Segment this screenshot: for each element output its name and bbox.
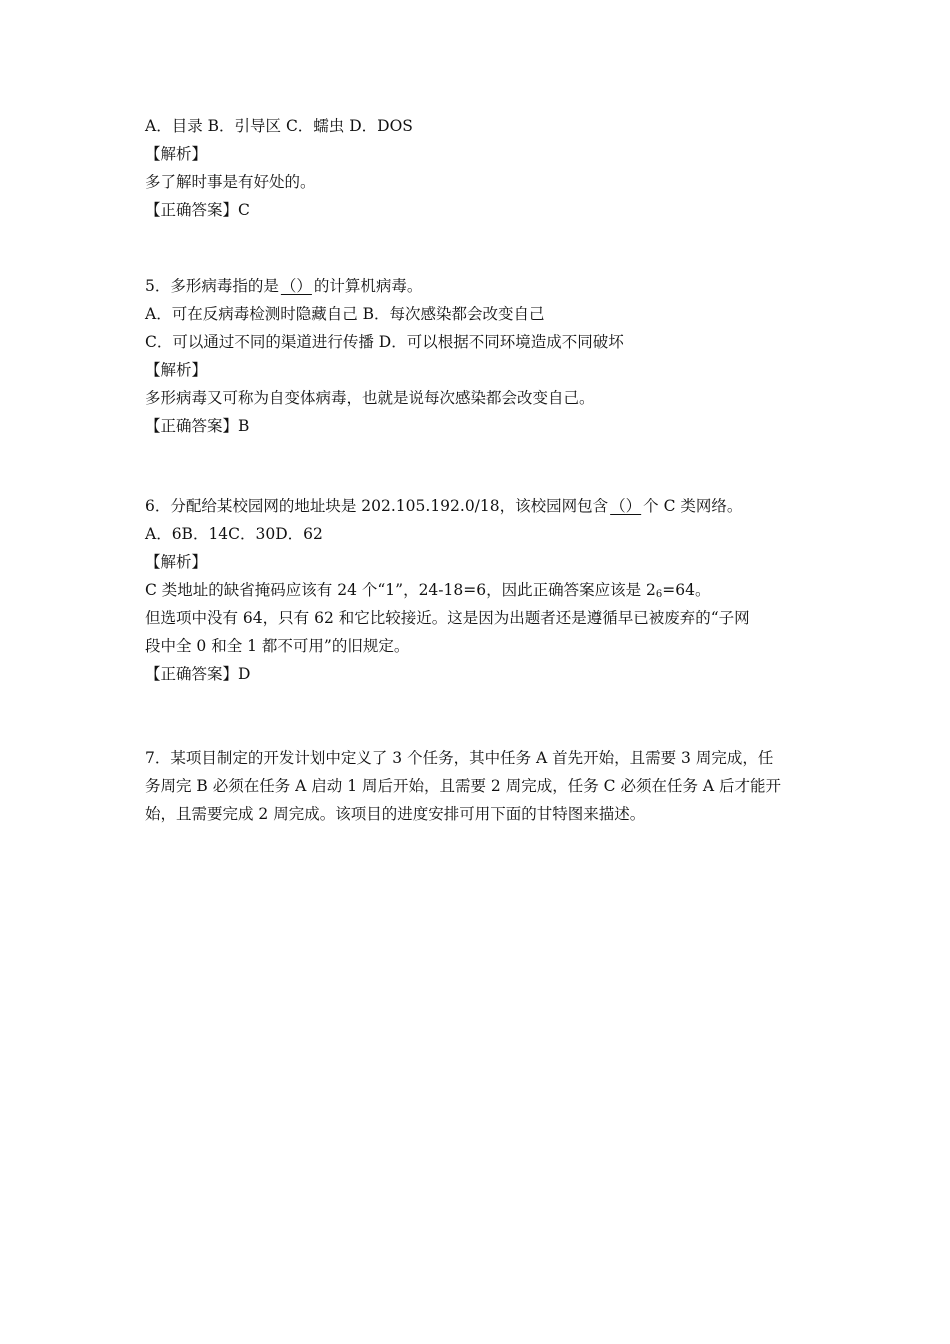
- q6-analysis-2: 但选项中没有 64，只有 62 和它比较接近。这是因为出题者还是遵循早已被废弃的“子网: [145, 609, 750, 627]
- q6-answer-label: 【正确答案】: [145, 665, 239, 683]
- q6-analysis-1a: C 类地址的缺省掩码应该有 24 个“1”，24-18=6，因此正确答案应该是 2: [145, 581, 656, 599]
- q4-analysis-label: 【解析】: [145, 145, 208, 163]
- q5-blank: （）: [280, 277, 312, 295]
- q6-analysis-1b: =64。: [662, 581, 711, 599]
- q4-options: A．目录 B．引导区 C．蠕虫 D．DOS: [145, 117, 413, 135]
- q7-stem-2: 务周完 B 必须在任务 A 启动 1 周后开始，且需要 2 周完成，任务 C 必须在任务 A 后才能开: [145, 777, 781, 795]
- q5-answer-label: 【正确答案】: [145, 417, 239, 435]
- q6-blank: （）: [610, 497, 642, 515]
- q4-answer: [145, 196, 810, 224]
- q6-analysis-exponent: 6: [655, 589, 663, 600]
- q6-stem-before: 6．分配给某校园网的地址块是 202.105.192.0/18，该校园网包含: [145, 497, 609, 515]
- document-page: [145, 112, 810, 828]
- q7-stem-3: 始，且需要完成 2 周完成。该项目的进度安排可用下面的甘特图来描述。: [145, 805, 646, 823]
- q5-options-2: C．可以通过不同的渠道进行传播 D．可以根据不同环境造成不同破坏: [145, 333, 624, 351]
- q5-stem-after: 的计算机病毒。: [313, 277, 423, 295]
- q6-analysis-1: [145, 576, 810, 604]
- q4-answer-value: C: [238, 201, 250, 219]
- q6-answer: [145, 660, 810, 688]
- q6-stem: [145, 492, 810, 520]
- q6-answer-value: D: [238, 665, 251, 683]
- q5-analysis-label: 【解析】: [145, 361, 208, 379]
- q5-analysis: 多形病毒又可称为自变体病毒，也就是说每次感染都会改变自己。: [145, 389, 595, 407]
- q4-analysis: 多了解时事是有好处的。: [145, 173, 316, 191]
- q7-stem-1: 7．某项目制定的开发计划中定义了 3 个任务，其中任务 A 首先开始，且需要 3 周完成，任: [145, 749, 774, 767]
- q5-options-1: A．可在反病毒检测时隐藏自己 B．每次感染都会改变自己: [145, 305, 545, 323]
- q6-analysis-label: 【解析】: [145, 553, 208, 571]
- q5-stem: [145, 272, 810, 300]
- q6-analysis-3: 段中全 0 和全 1 都不可用”的旧规定。: [145, 637, 410, 655]
- q6-options: A．6B．14C．30D．62: [145, 525, 323, 543]
- q5-answer: [145, 412, 810, 440]
- q5-stem-before: 5．多形病毒指的是: [145, 277, 279, 295]
- q6-stem-after: 个 C 类网络。: [643, 497, 743, 515]
- q5-answer-value: B: [238, 417, 250, 435]
- q4-answer-label: 【正确答案】: [145, 201, 239, 219]
